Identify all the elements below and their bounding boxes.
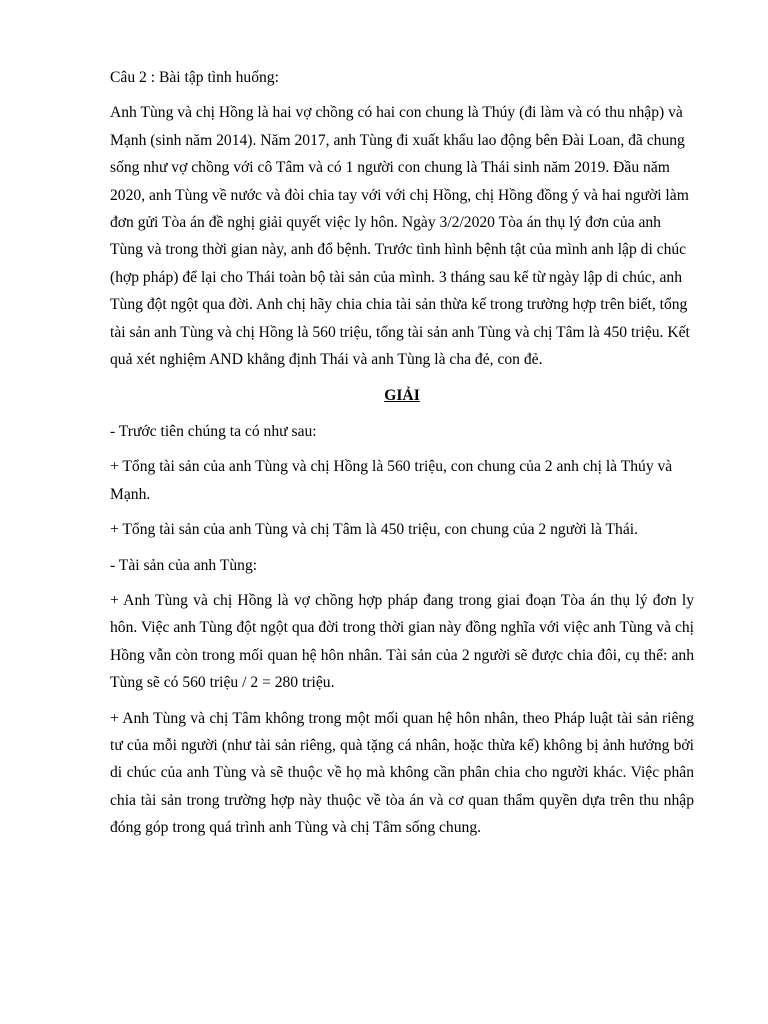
assets-heading-line: - Tài sản của anh Tùng: <box>110 556 258 574</box>
question-title: Câu 2 : Bài tập tình huống: <box>110 69 279 86</box>
scenario-paragraph: Anh Tùng và chị Hồng là hai vợ chồng có hai con chung là Thúy (đi làm và có thu nhập) và Mạnh (sinh năm 2014). Năm 2017, anh Tùng đi xuất khẩu lao động bên Đài Loan, đã chung sống như vợ chồng với cô Tâm và có 1 người con chung là Thái sinh năm 2019. Đầu năm 2020, anh Tùng về nước và đòi chia tay với với chị Hồng, chị Hồng đồng ý và hai người làm đơn gửi Tòa án đề nghị giải quyết việc ly hôn. Ngày 3/2/2020 Tòa án thụ lý đơn của anh Tùng và trong thời gian này, anh đổ bệnh. Trước tình hình bệnh tật của mình anh lập di chúc (hợp pháp) để lại cho Thái toàn bộ tài sản của mình. 3 tháng sau kể từ ngày lập di chúc, anh Tùng đột ngột qua đời. Anh chị hãy chia chia tài sản thừa kế trong trường hợp trên biết, tổng tài sản anh Tùng và chị Hồng là 560 triệu, tổng tài sản anh Tùng và chị Tâm là 450 triệu. Kết quả xét nghiệm AND khẳng định Thái và anh Tùng là cha đẻ, con đẻ. <box>110 104 690 369</box>
intro-line: - Trước tiên chúng ta có như sau: <box>110 422 317 440</box>
paragraph-tam-assets: + Anh Tùng và chị Tâm không trong một mối quan hệ hôn nhân, theo Pháp luật tài sản riêng tư của mỗi người (như tài sản riêng, quà tặng cá nhân, hoặc thừa kế) không bị ảnh hưởng bởi di chúc của anh Tùng và sẽ thuộc về họ mà không cần phân chia cho người khác. Việc phân chia tài sản trong trường hợp này thuộc về tòa án và cơ quan thẩm quyền dựa trên thu nhập đóng góp trong quá trình anh Tùng và chị Tâm sống chung. <box>110 709 694 837</box>
document-page <box>110 64 694 842</box>
paragraph-total-tam: + Tổng tài sản của anh Tùng và chị Tâm là 450 triệu, con chung của 2 người là Thái. <box>110 521 638 539</box>
paragraph-total-hong: + Tổng tài sản của anh Tùng và chị Hồng là 560 triệu, con chung của 2 anh chị là Thúy và Mạnh. <box>110 458 673 503</box>
paragraph-marriage-assets: + Anh Tùng và chị Hồng là vợ chồng hợp pháp đang trong giai đoạn Tòa án thụ lý đơn ly hôn. Việc anh Tùng đột ngột qua đời trong thời gian này đồng nghĩa với việc anh Tùng và chị Hồng vẫn còn trong mối quan hệ hôn nhân. Tài sản của 2 người sẽ được chia đôi, cụ thể: anh Tùng sẽ có 560 triệu / 2 = 280 triệu. <box>110 591 694 692</box>
solution-heading: GIẢI <box>384 387 420 405</box>
